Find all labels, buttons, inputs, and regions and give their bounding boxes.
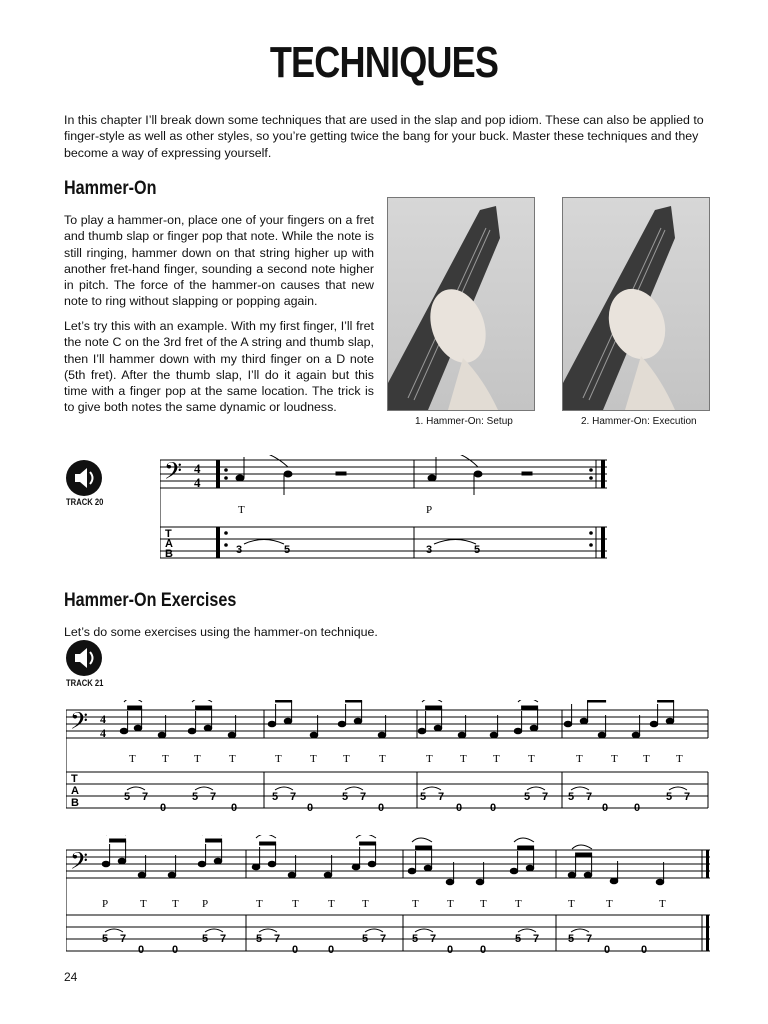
exercise-system-1 (66, 700, 712, 820)
intro-paragraph: In this chapter I’ll break down some techniques that are used in the slap and pop idiom. These can also be applied to finger-style as well as other styles, so you’re getting twice the bang for your buck. Master these techniques and they become a way of expressing yourself. (64, 113, 704, 160)
hammer-on-slur (514, 838, 534, 842)
technique-mark: T (229, 753, 236, 765)
note-head (252, 864, 260, 870)
tab-slur (275, 787, 293, 790)
note-beam (110, 839, 126, 842)
note-head (354, 718, 362, 724)
tab-slur (365, 929, 383, 932)
note-head (666, 718, 674, 724)
tab-slur (105, 929, 123, 932)
note-head (610, 878, 618, 884)
tab-fret: 5 (342, 791, 349, 803)
technique-mark: T (568, 898, 575, 910)
note-beam (426, 706, 442, 709)
note-head (584, 872, 592, 878)
note-head (268, 721, 276, 727)
technique-mark: T (275, 753, 282, 765)
bass-clef-icon: 𝄢 (164, 459, 183, 490)
svg-text:B: B (71, 797, 79, 809)
tab-fret: 7 (290, 791, 297, 803)
tab-fret: 7 (586, 791, 593, 803)
note-head (118, 858, 126, 864)
tab-slur (669, 787, 687, 790)
note-head (102, 861, 110, 867)
technique-mark: T (172, 898, 179, 910)
technique-mark: P (426, 504, 433, 516)
technique-mark: T (460, 753, 467, 765)
tab-fret: 5 (515, 933, 522, 945)
note-head (490, 732, 498, 738)
tab-fret: 7 (380, 933, 387, 945)
note-beam (360, 842, 376, 845)
note-head (650, 721, 658, 727)
bass-clef-icon: 𝄢 (70, 709, 89, 740)
time-signature-top: 4 (194, 461, 201, 476)
tab-fret: 7 (142, 791, 149, 803)
photo-2-caption: 2. Hammer-On: Execution (581, 416, 697, 427)
tab-slur (259, 929, 277, 932)
svg-text:A: A (71, 785, 79, 797)
exercises-heading: Hammer-On Exercises (64, 590, 237, 611)
note-head (568, 872, 576, 878)
note-head (288, 872, 296, 878)
note-head (214, 858, 222, 864)
tab-fret: 3 (426, 544, 433, 556)
hammer-on-slur (412, 838, 432, 842)
tab-fret: 5 (202, 933, 209, 945)
tab-fret: 5 (284, 544, 291, 556)
note-head (284, 718, 292, 724)
technique-mark: T (310, 753, 317, 765)
tab-fret: 0 (480, 944, 487, 956)
technique-mark: T (194, 753, 201, 765)
technique-mark: T (129, 753, 136, 765)
svg-text:A: A (165, 538, 173, 550)
note-head (138, 872, 146, 878)
tab-fret: 0 (447, 944, 454, 956)
note-head (424, 865, 432, 871)
tab-fret: 0 (160, 802, 167, 814)
track-20-label: TRACK 20 (66, 497, 104, 507)
hammer-on-slur (256, 835, 276, 838)
note-head (526, 865, 534, 871)
tab-fret: 0 (292, 944, 299, 956)
tab-fret: 5 (420, 791, 427, 803)
note-beam (522, 706, 538, 709)
tab-fret: 0 (634, 802, 641, 814)
page-number: 24 (64, 970, 78, 984)
note-head (514, 728, 522, 734)
technique-mark: T (343, 753, 350, 765)
tab-fret: 0 (172, 944, 179, 956)
tab-fret: 0 (307, 802, 314, 814)
hammer-on-slur (124, 700, 142, 702)
technique-mark: T (515, 898, 522, 910)
tab-fret: 7 (360, 791, 367, 803)
tab-fret: 0 (378, 802, 385, 814)
note-head (188, 728, 196, 734)
hammer-on-example-notation (160, 455, 610, 565)
tab-fret: 3 (236, 544, 243, 556)
technique-mark: P (202, 898, 209, 910)
technique-mark: T (659, 898, 666, 910)
tab-fret: 0 (138, 944, 145, 956)
exercises-intro: Let’s do some exercises using the hammer-on technique. (64, 625, 378, 639)
technique-mark: T (379, 753, 386, 765)
hammer-on-slur (422, 700, 442, 702)
hammer-on-execution-photo (562, 197, 710, 411)
technique-mark: T (480, 898, 487, 910)
technique-mark: T (493, 753, 500, 765)
track-21-label: TRACK 21 (66, 678, 104, 688)
tab-fret: 7 (274, 933, 281, 945)
tab-fret: 7 (220, 933, 227, 945)
tab-fret: 5 (362, 933, 369, 945)
technique-mark: T (256, 898, 263, 910)
note-head (564, 721, 572, 727)
hammer-on-slur (356, 835, 376, 838)
tab-fret: 7 (586, 933, 593, 945)
tab-fret: 7 (430, 933, 437, 945)
time-signature-bottom: 4 (194, 475, 201, 490)
tab-fret: 7 (438, 791, 445, 803)
tab-slur (195, 787, 213, 790)
tab-fret: 5 (524, 791, 531, 803)
tab-fret: 0 (456, 802, 463, 814)
hammer-on-setup-photo (387, 197, 535, 411)
note-beam (346, 700, 362, 702)
tab-fret: 7 (542, 791, 549, 803)
tab-slur (205, 929, 223, 932)
note-head (120, 728, 128, 734)
technique-mark: T (140, 898, 147, 910)
note-head (228, 732, 236, 738)
tab-slur (345, 787, 363, 790)
tab-slur (127, 787, 145, 790)
note-head (530, 725, 538, 731)
technique-mark: P (102, 898, 109, 910)
hammer-on-slur (192, 700, 212, 702)
tab-fret: 0 (328, 944, 335, 956)
svg-text:B: B (165, 548, 173, 560)
hammer-on-paragraph-1: To play a hammer-on, place one of your fingers on a fret and thumb slap or finger pop that note. While the note is still ringing, hammer down on that string higher up with another fret-hand finger, sounding a second note higher in pitch. The force of the hammer-on causes that new note to ring without slapping or popping again. (64, 213, 374, 309)
speaker-icon[interactable] (66, 640, 102, 676)
hammer-on-paragraph-2: Let’s try this with an example. With my first finger, I’ll fret the note C on the 3rd fret of the A string and thumb slap, then I’ll hammer down with my third finger on a D note (5th fret). After the thumb slap, I’ll do it again but this time with a finger pop at the same location. The trick is to give both notes the same dynamic or loudness. (64, 319, 374, 415)
note-head (204, 725, 212, 731)
note-head (352, 864, 360, 870)
note-head (632, 732, 640, 738)
tab-fret: 5 (272, 791, 279, 803)
tab-fret: 0 (231, 802, 238, 814)
tab-fret: 7 (684, 791, 691, 803)
note-beam (260, 842, 276, 845)
note-head (338, 721, 346, 727)
note-head (368, 861, 376, 867)
note-head (268, 861, 276, 867)
svg-text:4: 4 (100, 726, 106, 740)
tab-fret: 0 (604, 944, 611, 956)
exercise-system-2 (66, 835, 712, 965)
tab-fret: 5 (412, 933, 419, 945)
note-head (580, 718, 588, 724)
svg-text:T: T (165, 528, 172, 540)
tab-fret: 5 (256, 933, 263, 945)
tab-fret: 5 (474, 544, 481, 556)
bass-clef-icon: 𝄢 (70, 849, 89, 880)
note-beam (416, 846, 432, 849)
note-head (458, 732, 466, 738)
svg-text:4: 4 (100, 712, 106, 726)
note-head (158, 732, 166, 738)
svg-text:T: T (71, 773, 78, 785)
technique-mark: T (362, 898, 369, 910)
technique-mark: T (426, 753, 433, 765)
note-head (168, 872, 176, 878)
technique-mark: T (162, 753, 169, 765)
tab-fret: 5 (102, 933, 109, 945)
technique-mark: T (643, 753, 650, 765)
note-beam (128, 706, 142, 709)
hammer-on-slur (572, 845, 592, 849)
note-head (434, 725, 442, 731)
note-beam (588, 700, 606, 702)
note-head (598, 732, 606, 738)
photo-1-caption: 1. Hammer-On: Setup (415, 416, 513, 427)
tab-slur (423, 787, 441, 790)
tab-fret: 5 (666, 791, 673, 803)
page-title: TECHNIQUES (269, 38, 499, 87)
hammer-on-heading: Hammer-On (64, 178, 157, 199)
technique-mark: T (292, 898, 299, 910)
note-beam (576, 853, 592, 856)
note-beam (518, 846, 534, 849)
note-head (510, 868, 518, 874)
note-head (656, 879, 664, 885)
note-beam (276, 700, 292, 702)
technique-mark: T (606, 898, 613, 910)
note-head (408, 868, 416, 874)
technique-mark: T (528, 753, 535, 765)
tab-fret: 7 (120, 933, 127, 945)
tab-fret: 7 (533, 933, 540, 945)
tab-fret: 0 (490, 802, 497, 814)
technique-mark: T (611, 753, 618, 765)
tab-slur (527, 787, 545, 790)
note-head (310, 732, 318, 738)
technique-mark: T (412, 898, 419, 910)
note-head (476, 879, 484, 885)
tab-slur (571, 787, 589, 790)
technique-mark: T (447, 898, 454, 910)
tab-fret: 0 (641, 944, 648, 956)
note-beam (206, 839, 222, 842)
tab-fret: 5 (192, 791, 199, 803)
note-beam (658, 700, 674, 702)
technique-mark: T (576, 753, 583, 765)
tab-fret: 5 (124, 791, 131, 803)
tab-fret: 7 (210, 791, 217, 803)
hammer-on-slur (518, 700, 538, 702)
tab-fret: 0 (602, 802, 609, 814)
tab-fret: 5 (568, 791, 575, 803)
tab-slur (518, 929, 536, 932)
tab-slur (571, 929, 589, 932)
note-head (198, 861, 206, 867)
note-head (324, 872, 332, 878)
tab-slur (415, 929, 433, 932)
technique-mark: T (328, 898, 335, 910)
note-beam (196, 706, 212, 709)
technique-mark: T (238, 504, 245, 516)
note-head (134, 725, 142, 731)
technique-mark: T (676, 753, 683, 765)
note-head (378, 732, 386, 738)
note-head (418, 728, 426, 734)
note-head (446, 879, 454, 885)
speaker-icon[interactable] (66, 460, 102, 496)
tab-fret: 5 (568, 933, 575, 945)
